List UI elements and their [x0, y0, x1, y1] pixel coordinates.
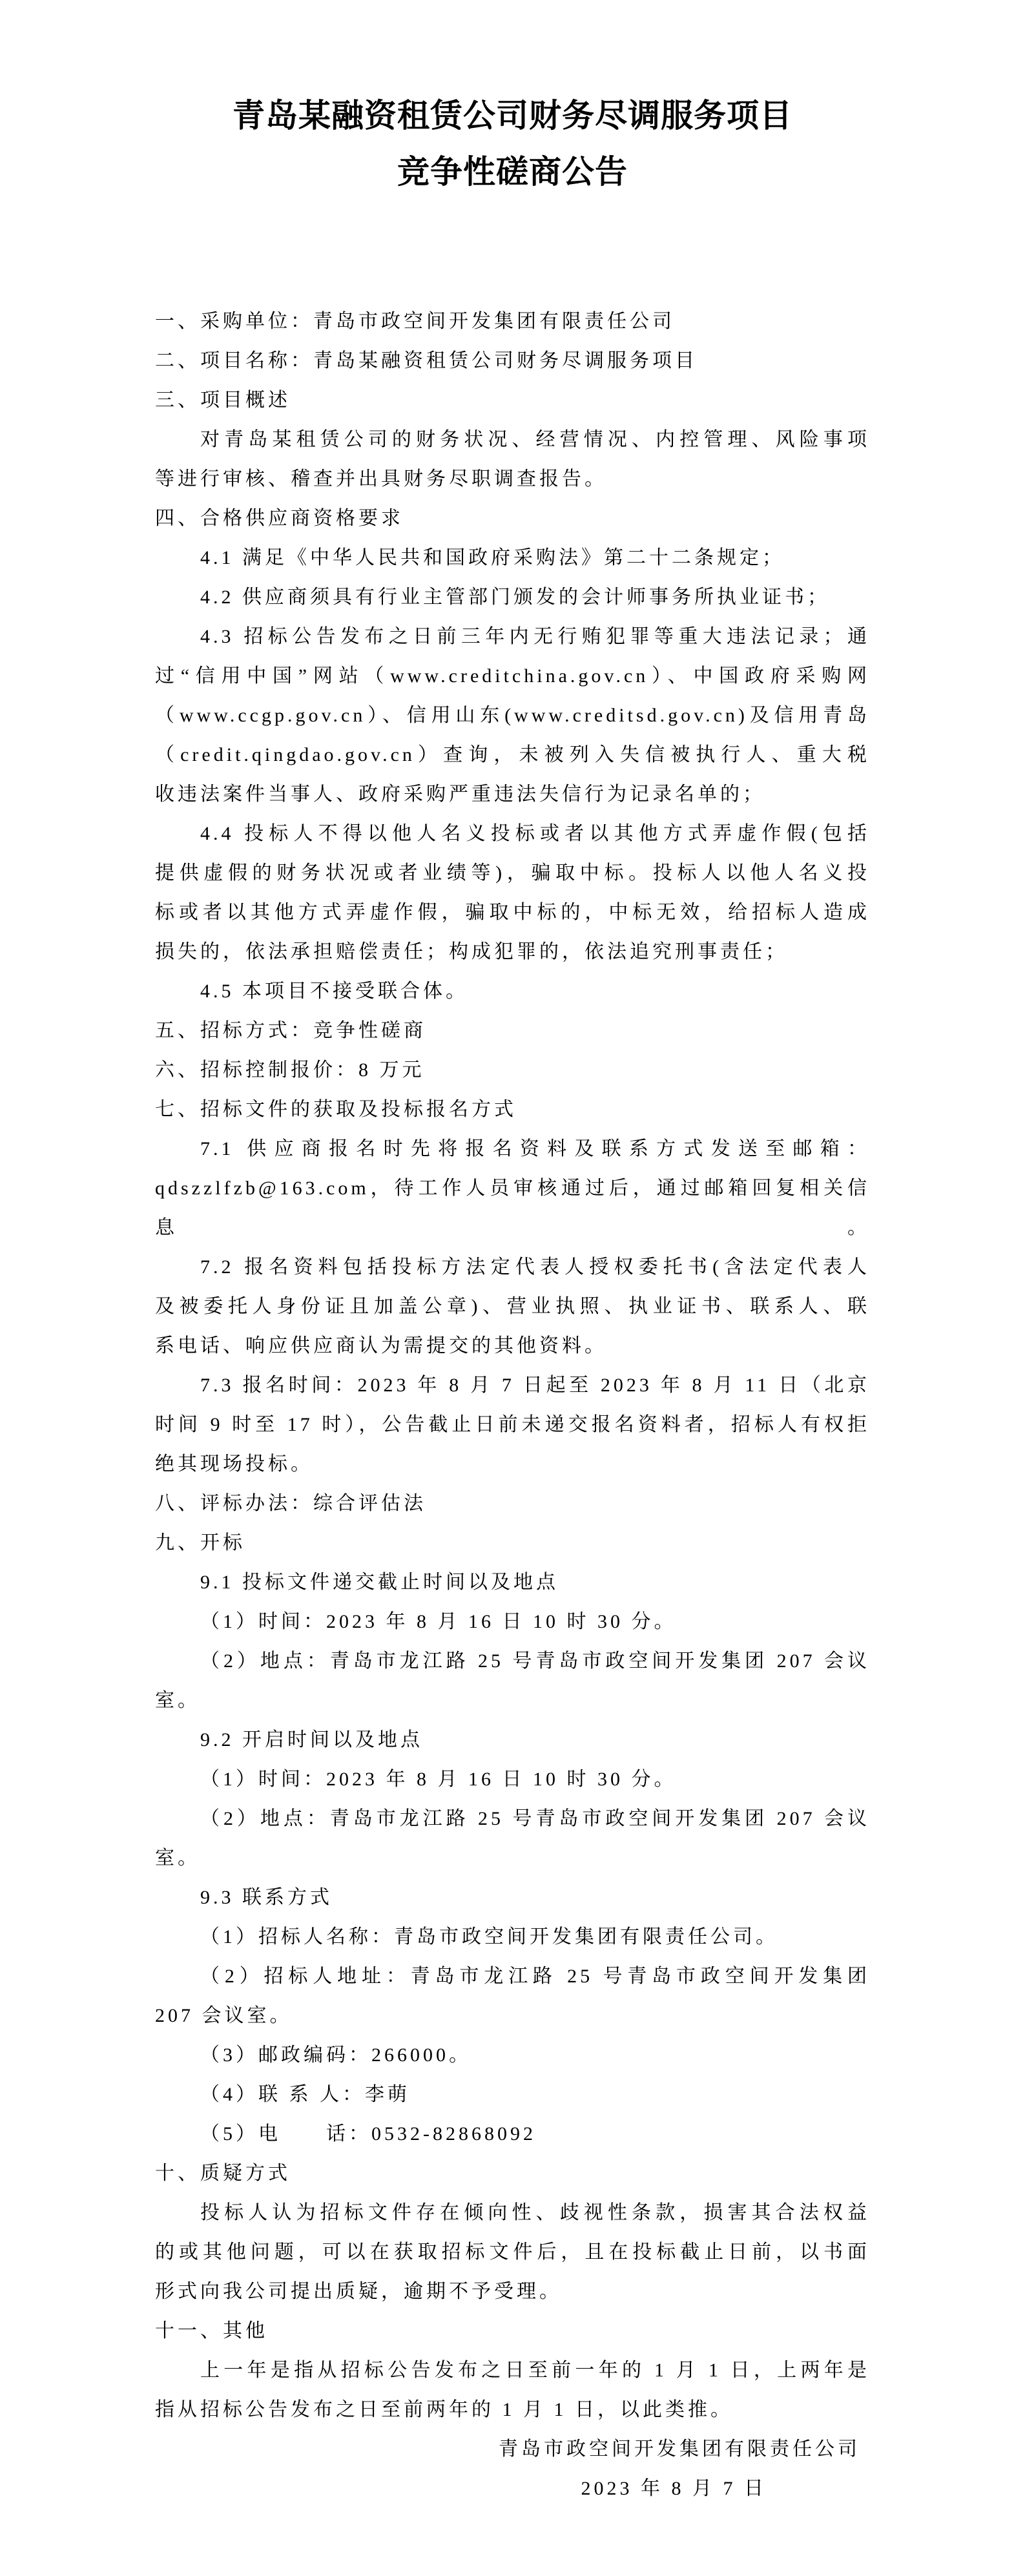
document-line: 207 会议室。 — [155, 2005, 293, 2026]
document-line: 室。 — [155, 1847, 200, 1869]
document-line: 七、招标文件的获取及投标报名方式 — [155, 1099, 517, 1120]
document-line: 四、合格供应商资格要求 — [155, 508, 404, 529]
document-line: 4.2 供应商须具有行业主管部门颁发的会计师事务所执业证书； — [200, 587, 830, 608]
document-line: 六、招标控制报价：8 万元 — [155, 1059, 425, 1081]
document-line: （3）邮政编码：266000。 — [200, 2044, 471, 2066]
document-line: 八、评标办法：综合评估法 — [155, 1493, 426, 1514]
document-line: （2）地点：青岛市龙江路 25 号青岛市政空间开发集团 207 会议 — [200, 1808, 870, 1829]
document-line: 9.1 投标文件递交截止时间以及地点 — [200, 1572, 559, 1593]
document-line: （2）地点：青岛市龙江路 25 号青岛市政空间开发集团 207 会议 — [200, 1650, 870, 1672]
document-line: 4.5 本项目不接受联合体。 — [200, 981, 468, 1002]
document-line: 及被委托人身份证且加盖公章)、营业执照、执业证书、联系人、联 — [155, 1296, 870, 1317]
document-line: （1）招标人名称：青岛市政空间开发集团有限责任公司。 — [200, 1926, 778, 1948]
document-line: 4.3 招标公告发布之日前三年内无行贿犯罪等重大违法记录；通 — [200, 626, 870, 647]
document-line: 十、质疑方式 — [155, 2163, 291, 2184]
document-line: 青岛市政空间开发集团有限责任公司 — [499, 2438, 860, 2460]
document-line: （2）招标人地址：青岛市龙江路 25 号青岛市政空间开发集团 — [200, 1966, 870, 1987]
document-line: 收违法案件当事人、政府采购严重违法失信行为记录名单的； — [155, 784, 765, 805]
document-line: （5）电 话：0532-82868092 — [200, 2123, 536, 2145]
document-line: 4.1 满足《中华人民共和国政府采购法》第二十二条规定； — [200, 547, 785, 568]
document-line: 五、招标方式：竞争性磋商 — [155, 1020, 426, 1041]
document-line: （credit.qingdao.gov.cn）查询，未被列入失信被执行人、重大税 — [155, 744, 870, 765]
document-line: 9.3 联系方式 — [200, 1887, 333, 1908]
document-line: 投标人认为招标文件存在倾向性、歧视性条款，损害其合法权益 — [200, 2202, 870, 2223]
document-line: 的或其他问题，可以在获取招标文件后，且在投标截止日前，以书面 — [155, 2241, 870, 2263]
document-line: 过“信用中国”网站（www.creditchina.gov.cn）、中国政府采购网 — [155, 665, 870, 687]
document-line: 时间 9 时至 17 时），公告截止日前未递交报名资料者，招标人有权拒 — [155, 1414, 870, 1435]
document-line: 三、项目概述 — [155, 390, 291, 411]
document-line: 指从招标公告发布之日至前两年的 1 月 1 日，以此类推。 — [155, 2399, 733, 2420]
document-line: 上一年是指从招标公告发布之日至前一年的 1 月 1 日，上两年是 — [200, 2360, 870, 2381]
document-line: 提供虚假的财务状况或者业绩等)，骗取中标。投标人以他人名义投 — [155, 862, 870, 884]
document-title — [0, 0, 1025, 200]
document-line: 对青岛某租赁公司的财务状况、经营情况、内控管理、风险事项 — [200, 429, 870, 450]
document-line: 一、采购单位：青岛市政空间开发集团有限责任公司 — [155, 311, 675, 332]
document-line: 标或者以其他方式弄虚作假，骗取中标的，中标无效，给招标人造成 — [155, 902, 870, 923]
document-title-line2: 竞争性磋商公告 — [397, 154, 628, 190]
document-line: 绝其现场投标。 — [155, 1453, 313, 1475]
document-line: qdszzlfzb@163.com，待工作人员审核通过后，通过邮箱回复相关信息。 — [155, 1178, 870, 1238]
document-title-line1: 青岛某融资租赁公司财务尽调服务项目 — [233, 98, 792, 134]
document-line: （4）联 系 人：李萌 — [200, 2084, 410, 2105]
document-line: 损失的，依法承担赔偿责任；构成犯罪的，依法追究刑事责任； — [155, 941, 788, 962]
document-line: 7.2 报名资料包括投标方法定代表人授权委托书(含法定代表人 — [200, 1256, 870, 1278]
document-line: 7.3 报名时间：2023 年 8 月 7 日起至 2023 年 8 月 11 日（北京 — [200, 1375, 870, 1396]
document-body — [155, 302, 870, 2508]
document-line: 等进行审核、稽查并出具财务尽职调查报告。 — [155, 468, 607, 490]
document-line: 二、项目名称：青岛某融资租赁公司财务尽调服务项目 — [155, 350, 698, 371]
document-line: 4.4 投标人不得以他人名义投标或者以其他方式弄虚作假(包括 — [200, 823, 870, 844]
document-line: 2023 年 8 月 7 日 — [581, 2478, 767, 2499]
document-line: 系电话、响应供应商认为需提交的其他资料。 — [155, 1335, 607, 1356]
document-line: （1）时间：2023 年 8 月 16 日 10 时 30 分。 — [200, 1611, 677, 1632]
document-line: 室。 — [155, 1690, 200, 1711]
document-line: （1）时间：2023 年 8 月 16 日 10 时 30 分。 — [200, 1769, 677, 1790]
document-line: 形式向我公司提出质疑，逾期不予受理。 — [155, 2281, 562, 2302]
document-line: 十一、其他 — [155, 2320, 268, 2342]
document-line: （www.ccgp.gov.cn）、信用山东(www.creditsd.gov.cn)及信用青岛 — [155, 705, 870, 726]
document-line: 7.1 供应商报名时先将报名资料及联系方式发送至邮箱： — [200, 1138, 870, 1159]
document-line: 九、开标 — [155, 1532, 245, 1553]
document-line: 9.2 开启时间以及地点 — [200, 1729, 423, 1750]
